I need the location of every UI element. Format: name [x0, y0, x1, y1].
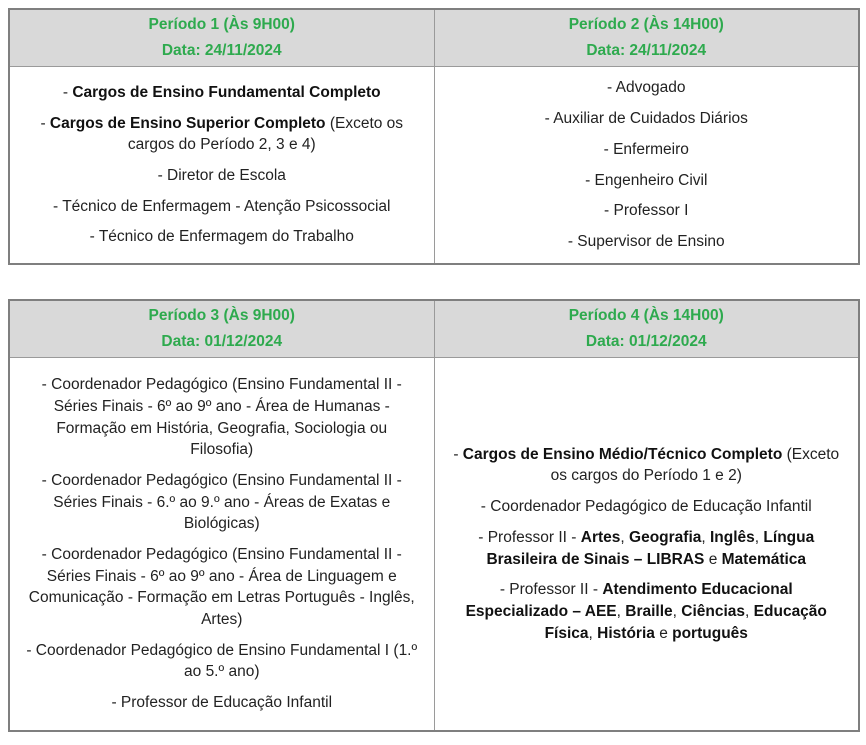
period-2-header: [434, 9, 859, 67]
table-header-row: [9, 300, 859, 358]
position-item: [449, 496, 845, 518]
position-name-bold: Matemática: [721, 550, 807, 568]
position-text: -: [40, 114, 50, 132]
position-text: - Professor II -: [478, 528, 581, 546]
position-item: [24, 113, 420, 156]
position-name-bold: Braille: [625, 602, 673, 620]
period-title: Período 1 (Às 9H00): [148, 16, 295, 34]
position-item: [24, 196, 420, 218]
position-text: - Coordenador Pedagógico de Ensino Fundamental I (1.º ao 5.º ano): [26, 641, 418, 681]
period-date: Data: 24/11/2024: [161, 42, 282, 59]
position-name-bold: Língua Brasileira de Sinais – LIBRAS: [486, 528, 815, 568]
period-1-header: [9, 9, 434, 67]
position-item: [24, 544, 420, 631]
position-text: - Professor de Educação Infantil: [111, 694, 333, 712]
position-item: [24, 226, 420, 248]
position-text: e: [704, 550, 722, 568]
period-3-positions: [9, 358, 434, 732]
period-4-header: [434, 300, 859, 358]
position-text: - Técnico de Enfermagem do Trabalho: [89, 228, 354, 246]
position-text: ,: [588, 624, 598, 642]
position-text: - Auxiliar de Cuidados Diários: [544, 110, 748, 128]
position-text: ,: [620, 528, 630, 546]
position-name-bold: Geografia: [629, 528, 702, 546]
table-body-row: [9, 67, 859, 265]
position-text: - Diretor de Escola: [157, 167, 286, 184]
position-text: - Engenheiro Civil: [585, 171, 708, 189]
position-item: [24, 82, 420, 104]
position-item: [24, 374, 420, 461]
position-name-bold: História: [597, 624, 655, 642]
period-4-positions: [434, 358, 859, 732]
position-text: - Enfermeiro: [603, 140, 689, 158]
position-text: - Coordenador Pedagógico de Educação Infantil: [480, 498, 812, 516]
position-text: e: [654, 624, 673, 642]
position-name-bold: Cargos de Ensino Fundamental Completo: [72, 83, 381, 101]
position-text: ,: [616, 602, 626, 620]
period-1-positions: [9, 67, 434, 265]
position-text: - Coordenador Pedagógico (Ensino Fundamental II - Séries Finais - 6.º ao 9.º ano - Áreas de Exatas e Biológicas): [41, 471, 402, 533]
position-item: [449, 139, 845, 161]
period-title: Período 2 (Às 14H00): [568, 16, 724, 34]
period-title: Período 3 (Às 9H00): [148, 307, 295, 325]
position-item: [24, 165, 420, 187]
period-3-header: [9, 300, 434, 358]
position-text: ,: [672, 602, 682, 620]
schedule-table-periods-1-2: [8, 8, 860, 265]
position-item: [449, 231, 845, 253]
period-2-positions: [434, 67, 859, 265]
position-text: -: [62, 83, 73, 101]
position-text: - Técnico de Enfermagem - Atenção Psicossocial: [53, 197, 391, 215]
position-text: - Professor II -: [499, 581, 603, 599]
position-text: - Coordenador Pedagógico (Ensino Fundamental II - Séries Finais - 6º ao 9º ano - Área de Humanas - Formação em História, Geografia, Sociologia ou Filosofia): [41, 376, 402, 459]
position-item: [449, 77, 845, 99]
position-item: [24, 692, 420, 714]
position-item: [24, 640, 420, 683]
table-body-row: [9, 358, 859, 732]
position-name-bold: Artes: [580, 528, 621, 546]
period-title: Período 4 (Às 14H00): [568, 307, 724, 325]
position-item: [449, 444, 845, 487]
position-item: [24, 470, 420, 535]
position-name-bold: Cargos de Ensino Médio/Técnico Completo: [462, 445, 783, 463]
schedule-table-periods-3-4: [8, 299, 860, 732]
position-text: - Advogado: [607, 79, 686, 97]
period-date: Data: 01/12/2024: [161, 333, 283, 350]
position-text: (Exceto os cargos do Período 1 e 2): [550, 445, 840, 485]
position-name-bold: Atendimento Educacional Especializado – AEE: [465, 581, 793, 620]
position-item: [449, 579, 845, 644]
position-item: [449, 170, 845, 192]
position-text: - Coordenador Pedagógico (Ensino Fundamental II - Séries Finais - 6º ao 9º ano - Área de Linguagem e Comunicação - Formação em Letras Português - Inglês, Artes): [28, 546, 415, 629]
position-text: ,: [754, 528, 764, 546]
position-name-bold: Educação Física: [544, 602, 827, 642]
position-item: [449, 527, 845, 570]
position-item: [449, 108, 845, 130]
table-header-row: [9, 9, 859, 67]
period-date: Data: 01/12/2024: [585, 333, 707, 350]
position-name-bold: Inglês: [710, 528, 755, 546]
position-text: - Supervisor de Ensino: [567, 232, 725, 250]
position-item: [449, 200, 845, 222]
position-name-bold: Cargos de Ensino Superior Completo: [49, 114, 326, 132]
position-text: - Professor I: [604, 202, 689, 220]
position-text: ,: [745, 602, 754, 620]
position-name-bold: Ciências: [681, 602, 746, 620]
period-date: Data: 24/11/2024: [586, 42, 707, 59]
position-text: -: [453, 445, 463, 463]
position-text: (Exceto os cargos do Período 2, 3 e 4): [127, 114, 404, 154]
position-name-bold: português: [672, 624, 748, 642]
position-text: ,: [701, 528, 710, 546]
